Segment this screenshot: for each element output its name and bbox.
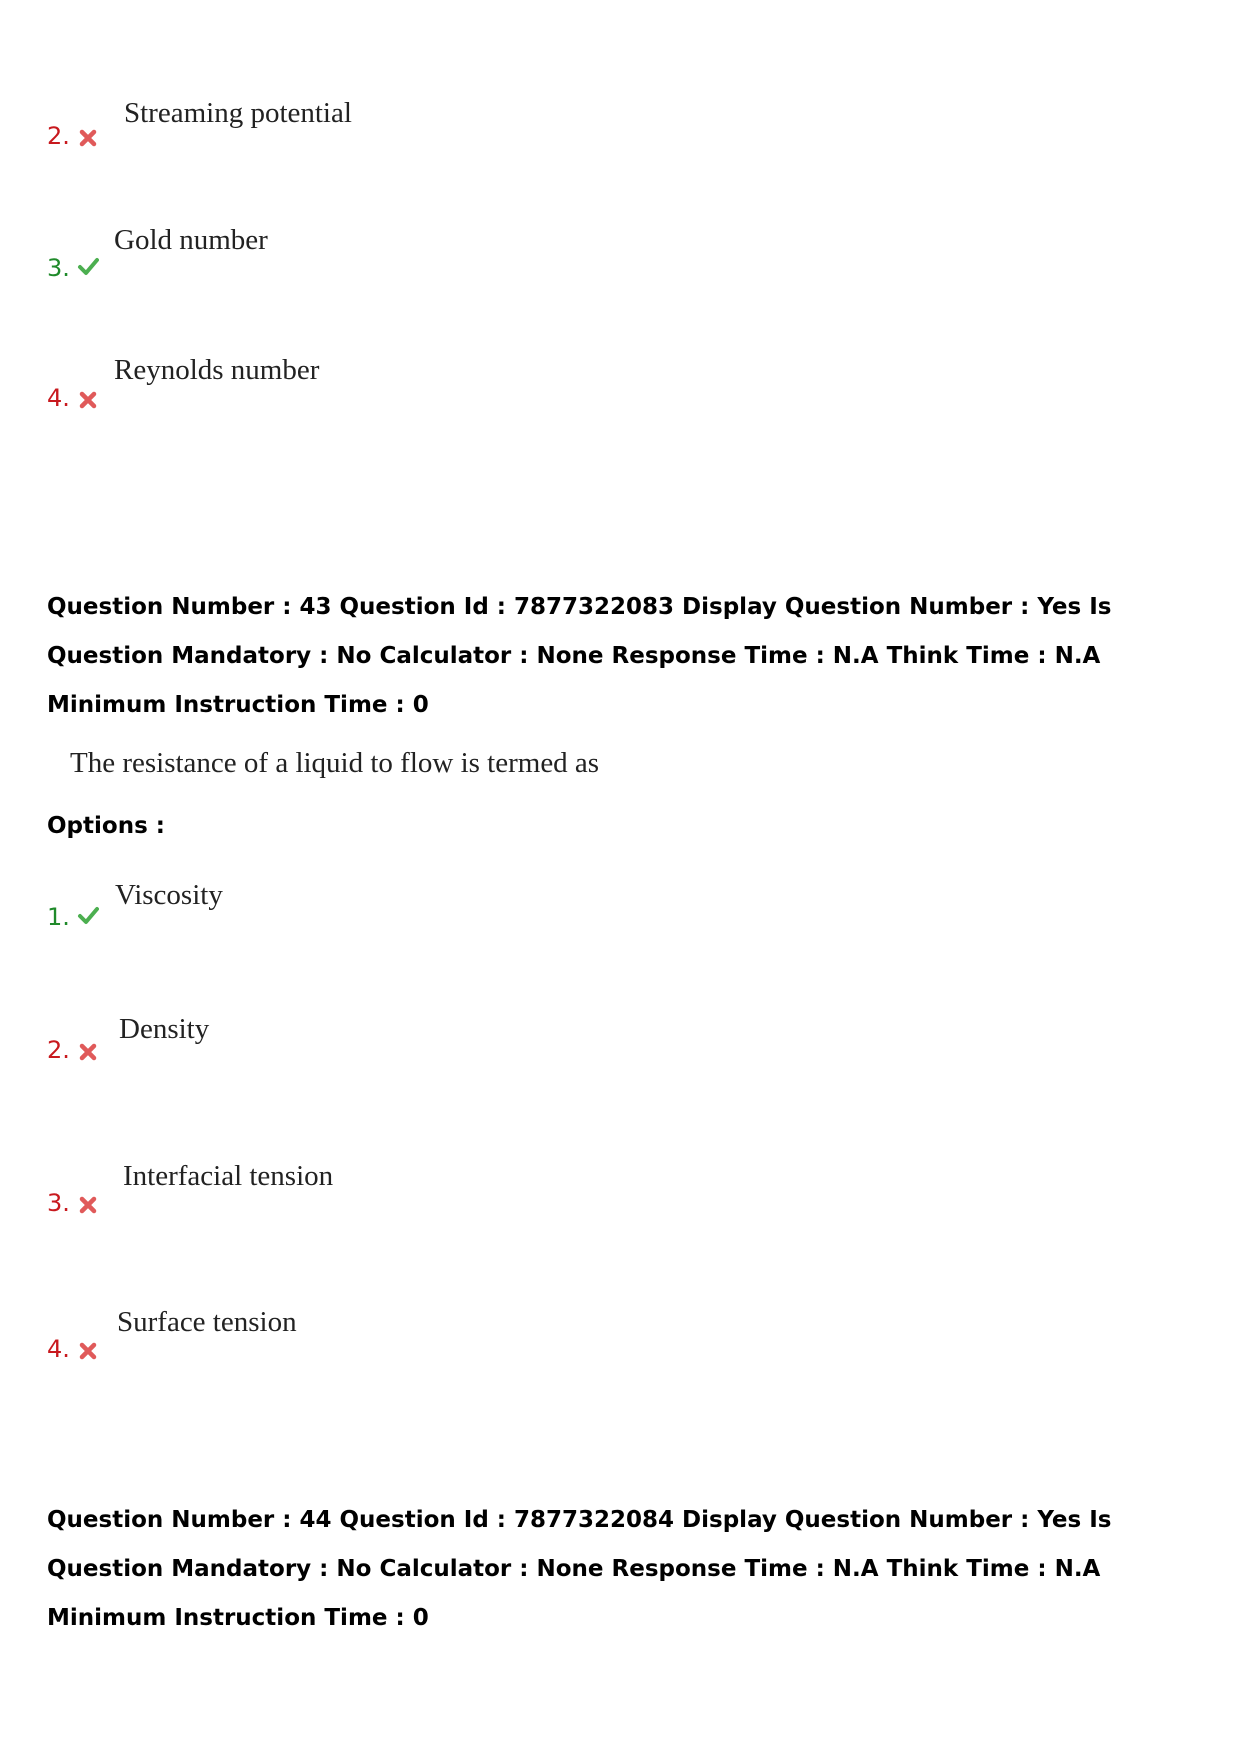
question-text: The resistance of a liquid to flow is termed as <box>70 747 600 779</box>
check-icon <box>77 256 99 278</box>
option-number: 2. <box>47 1036 70 1064</box>
options-label: Options : <box>47 813 165 839</box>
option-text: Gold number <box>114 224 268 256</box>
option-text: Reynolds number <box>114 354 320 386</box>
option-number: 3. <box>47 254 70 282</box>
option-number: 1. <box>47 903 70 931</box>
option-text: Density <box>119 1013 210 1045</box>
question-header: Question Number : 44 Question Id : 7877322084 Display Question Number : Yes Is Question Mandatory : No Calculator : None Response Time : N.A Think Time : N.A Minimum Instruction Time : 0 <box>47 1507 1112 1631</box>
option-number: 3. <box>47 1189 70 1217</box>
cross-icon <box>77 127 99 149</box>
option-number: 4. <box>47 1335 70 1363</box>
option-text: Interfacial tension <box>123 1160 334 1192</box>
cross-icon <box>77 389 99 411</box>
option-text: Streaming potential <box>124 97 352 129</box>
option-text: Viscosity <box>115 879 223 911</box>
option-number: 4. <box>47 384 70 412</box>
question-header: Question Number : 43 Question Id : 7877322083 Display Question Number : Yes Is Question Mandatory : No Calculator : None Response Time : N.A Think Time : N.A Minimum Instruction Time : 0 <box>47 594 1112 718</box>
cross-icon <box>77 1340 99 1362</box>
check-icon <box>77 905 99 927</box>
cross-icon <box>77 1194 99 1216</box>
cross-icon <box>77 1041 99 1063</box>
option-number: 2. <box>47 122 70 150</box>
option-text: Surface tension <box>117 1306 297 1338</box>
